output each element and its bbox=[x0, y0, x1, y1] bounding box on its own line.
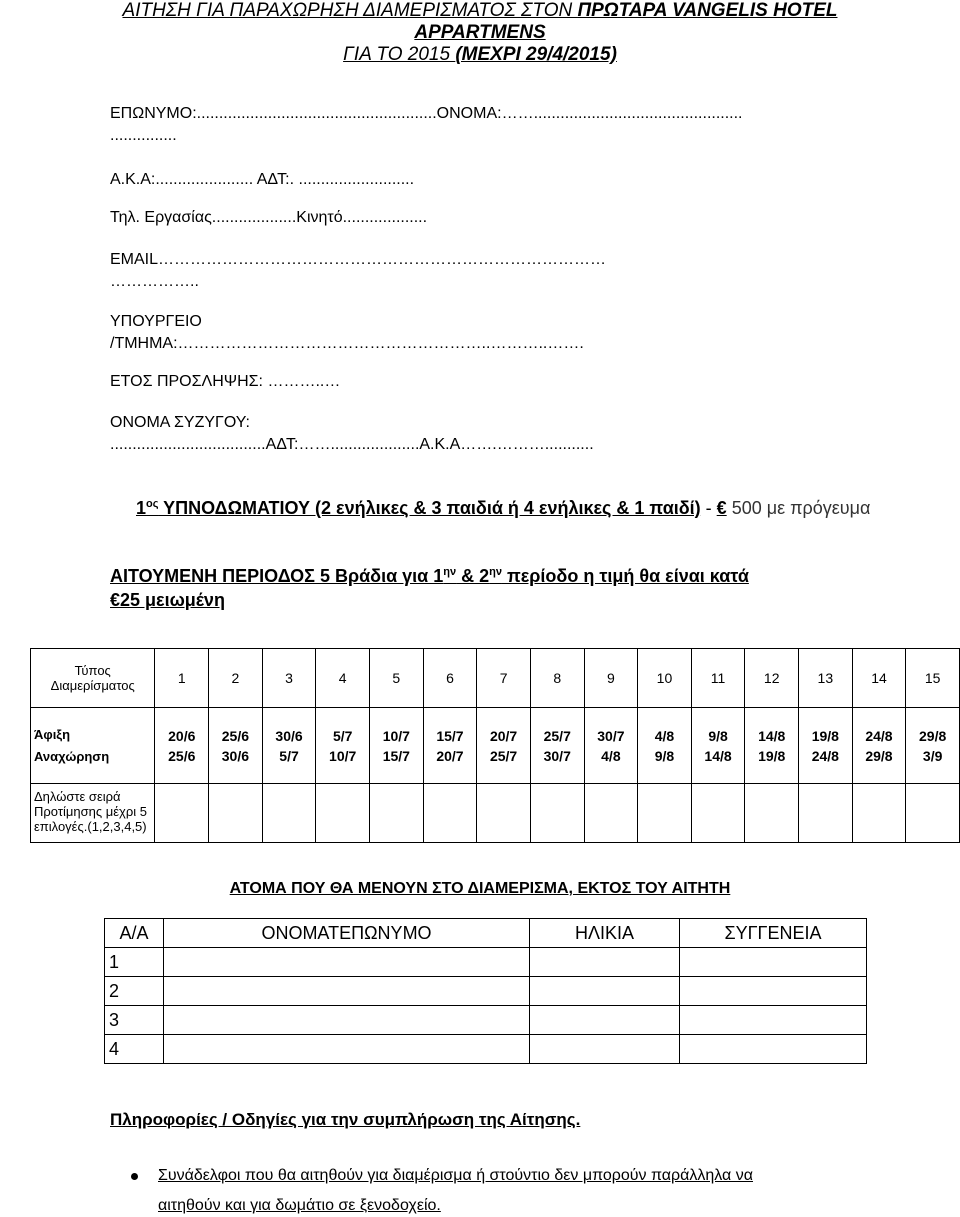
preference-input-cell[interactable] bbox=[691, 784, 745, 843]
departure-date: 10/7 bbox=[329, 747, 357, 764]
period-dates-cell bbox=[370, 708, 424, 784]
row-number: 4 bbox=[105, 1035, 164, 1064]
arrival-date: 25/7 bbox=[543, 727, 571, 744]
departure-date: 19/8 bbox=[758, 747, 786, 764]
arrival-date: 4/8 bbox=[654, 727, 675, 744]
period-dates-cell bbox=[423, 708, 477, 784]
preference-input-cell[interactable] bbox=[906, 784, 960, 843]
preference-input-cell[interactable] bbox=[477, 784, 531, 843]
arrival-date: 9/8 bbox=[708, 727, 728, 744]
preference-input-cell[interactable] bbox=[638, 784, 692, 843]
col-header-age: ΗΛΙΚΙΑ bbox=[530, 919, 680, 948]
departure-date: 30/6 bbox=[221, 747, 250, 764]
departure-date: 29/8 bbox=[865, 747, 893, 764]
period-dates-cell bbox=[691, 708, 745, 784]
arrival-date: 20/6 bbox=[168, 727, 196, 744]
apartment-number-cell: 14 bbox=[852, 649, 906, 708]
requested-period-line-1: ΑΙΤΟΥΜΕΝΗ ΠΕΡΙΟΔΟΣ 5 Βράδια για $1^{\eta\nu}$ & $2^{\eta\nu}$ περίοδο η τιμή θα είναι κατά bbox=[110, 566, 749, 586]
preference-input-cell[interactable] bbox=[745, 784, 799, 843]
period-dates-cell bbox=[745, 708, 799, 784]
arrival-date: 30/7 bbox=[597, 727, 625, 744]
period-dates-cell bbox=[477, 708, 531, 784]
apartment-number-cell: 13 bbox=[799, 649, 853, 708]
period-dates-cell bbox=[155, 708, 209, 784]
arrival-date: 30/6 bbox=[275, 727, 303, 744]
arrival-departure-label: Άφιξη Αναχώρηση bbox=[31, 708, 155, 784]
email-field-continued[interactable]: …………….. bbox=[110, 273, 199, 290]
table-row bbox=[105, 1006, 867, 1035]
phone-field[interactable]: Τηλ. Εργασίας...................Κινητό................... bbox=[110, 209, 428, 226]
col-header-fullname: ΟΝΟΜΑΤΕΠΩΝΥΜΟ bbox=[164, 919, 530, 948]
bullet-icon bbox=[131, 1173, 138, 1180]
arrival-date: 15/7 bbox=[436, 727, 464, 744]
apartment-number-cell: 9 bbox=[584, 649, 638, 708]
department-field[interactable]: /ΤΜΗΜΑ:…………………………………………………..………..……. bbox=[110, 335, 584, 352]
preference-input-cell[interactable] bbox=[584, 784, 638, 843]
apartment-number-cell: 10 bbox=[638, 649, 692, 708]
apartment-number-cell: 2 bbox=[209, 649, 263, 708]
age-cell[interactable] bbox=[530, 948, 680, 977]
preference-input-cell[interactable] bbox=[799, 784, 853, 843]
preference-input-cell[interactable] bbox=[852, 784, 906, 843]
preference-input-cell[interactable] bbox=[262, 784, 316, 843]
preference-input-cell[interactable] bbox=[155, 784, 209, 843]
relation-cell[interactable] bbox=[680, 977, 867, 1006]
persons-title: ΑΤΟΜΑ ΠΟΥ ΘΑ ΜΕΝΟΥΝ ΣΤΟ ΔΙΑΜΕΡΙΣΜΑ, ΕΚΤΟΣ ΤΟΥ ΑΙΤΗΤΗ bbox=[229, 880, 731, 897]
period-dates-cell bbox=[799, 708, 853, 784]
age-cell[interactable] bbox=[530, 1035, 680, 1064]
persons-header-row bbox=[105, 919, 867, 948]
row-number: 2 bbox=[105, 977, 164, 1006]
preference-input-cell[interactable] bbox=[370, 784, 424, 843]
departure-date: 4/8 bbox=[601, 747, 621, 764]
arrival-date: 25/6 bbox=[221, 727, 250, 744]
table-row bbox=[105, 1035, 867, 1064]
period-dates-cell bbox=[316, 708, 370, 784]
arrival-date: 14/8 bbox=[758, 727, 786, 744]
arrival-date: 5/7 bbox=[332, 727, 353, 744]
arrival-date: 10/7 bbox=[382, 727, 410, 744]
aka-adt-field[interactable]: Α.Κ.Α:...................... ΑΔΤ:. .......................... bbox=[110, 171, 415, 188]
fullname-cell[interactable] bbox=[164, 1035, 530, 1064]
period-dates-cell bbox=[906, 708, 960, 784]
period-dates-cell bbox=[530, 708, 584, 784]
form-title-line-3: ΓΙΑ ΤΟ 2015 (ΜΕΧΡΙ 29/4/2015) bbox=[343, 44, 617, 65]
apartment-number-cell: 3 bbox=[262, 649, 316, 708]
requested-period-line-2: €25 μειωμένη bbox=[110, 590, 225, 610]
departure-date: 5/7 bbox=[279, 747, 299, 764]
departure-date: 25/7 bbox=[489, 747, 518, 764]
form-title-line-1: ΑΙΤΗΣΗ ΓΙΑ ΠΑΡΑΧΩΡΗΣΗ ΔΙΑΜΕΡΙΣΜΑΤΟΣ ΣΤΟΝ ΠΡΩΤΑΡΑ VANGELIS HOTEL bbox=[122, 0, 838, 21]
surname-field[interactable]: ΕΠΩΝΥΜΟ:......................................................ΟΝΟΜΑ:……............................................... bbox=[110, 105, 743, 122]
apartment-number-cell: 7 bbox=[477, 649, 531, 708]
col-header-relation: ΣΥΓΓΕΝΕΙΑ bbox=[680, 919, 867, 948]
apartment-type-label: Τύπος Διαμερίσματος bbox=[31, 649, 155, 708]
periods-table bbox=[30, 648, 960, 843]
period-dates-cell bbox=[638, 708, 692, 784]
surname-field-continued[interactable]: ............... bbox=[110, 127, 177, 144]
period-dates-cell bbox=[852, 708, 906, 784]
relation-cell[interactable] bbox=[680, 948, 867, 977]
apartment-number-cell: 11 bbox=[691, 649, 745, 708]
info-note-line-2: αιτηθούν και για δωμάτιο σε ξενοδοχείο. bbox=[158, 1197, 441, 1214]
arrival-date: 20/7 bbox=[489, 727, 518, 744]
email-field[interactable]: EMAIL………………………………………………………………………… bbox=[110, 251, 607, 268]
apartment-number-cell: 12 bbox=[745, 649, 799, 708]
age-cell[interactable] bbox=[530, 1006, 680, 1035]
preference-input-cell[interactable] bbox=[423, 784, 477, 843]
preference-input-cell[interactable] bbox=[316, 784, 370, 843]
form-title-line-2: APPARTMENS bbox=[414, 22, 546, 43]
hire-year-field[interactable]: ΕΤΟΣ ΠΡΟΣΛΗΨΗΣ: ………..… bbox=[110, 373, 341, 390]
info-title: Πληροφορίες / Οδηγίες για την συμπλήρωση της Αίτησης. bbox=[110, 1110, 581, 1129]
table-row bbox=[105, 948, 867, 977]
relation-cell[interactable] bbox=[680, 1035, 867, 1064]
preference-input-cell[interactable] bbox=[209, 784, 263, 843]
departure-date: 9/8 bbox=[654, 747, 675, 764]
apartment-number-cell: 6 bbox=[423, 649, 477, 708]
fullname-cell[interactable] bbox=[164, 1006, 530, 1035]
row-number: 1 bbox=[105, 948, 164, 977]
departure-date: 24/8 bbox=[811, 747, 839, 764]
ministry-label: ΥΠΟΥΡΓΕΙΟ bbox=[110, 313, 202, 330]
fullname-cell[interactable] bbox=[164, 977, 530, 1006]
departure-date: 15/7 bbox=[382, 747, 410, 764]
period-dates-cell bbox=[584, 708, 638, 784]
period-dates-cell bbox=[262, 708, 316, 784]
row-number: 3 bbox=[105, 1006, 164, 1035]
age-cell[interactable] bbox=[530, 977, 680, 1006]
relation-cell[interactable] bbox=[680, 1006, 867, 1035]
room-type-line: $1^{o\varsigma}$ ΥΠΝΟΔΩΜΑΤΙΟΥ (2 ενήλικες & 3 παιδιά ή 4 ενήλικες & 1 παιδί) - € 500 με πρόγευμα bbox=[136, 498, 871, 518]
arrival-date: 19/8 bbox=[811, 727, 839, 744]
departure-date: 20/7 bbox=[436, 747, 464, 764]
preference-input-cell[interactable] bbox=[530, 784, 584, 843]
col-header-aa: Α/Α bbox=[105, 919, 164, 948]
persons-table bbox=[104, 918, 867, 1064]
arrival-date: 29/8 bbox=[919, 727, 947, 744]
departure-date: 25/6 bbox=[168, 747, 196, 764]
apartment-number-cell: 4 bbox=[316, 649, 370, 708]
preference-label: Δηλώστε σειρά Προτίμησης μέχρι 5 επιλογές.(1,2,3,4,5) bbox=[31, 784, 155, 843]
departure-date: 14/8 bbox=[704, 747, 732, 764]
table-row bbox=[105, 977, 867, 1006]
spouse-name-label: ΟΝΟΜΑ ΣΥΖΥΓΟΥ: bbox=[110, 414, 250, 431]
apartment-number-cell: 1 bbox=[155, 649, 209, 708]
arrival-date: 24/8 bbox=[865, 727, 893, 744]
period-dates-cell bbox=[209, 708, 263, 784]
info-note-line-1: Συνάδελφοι που θα αιτηθούν για διαμέρισμα ή στούντιο δεν μπορούν παράλληλα να bbox=[158, 1167, 753, 1184]
apartment-number-cell: 15 bbox=[906, 649, 960, 708]
fullname-cell[interactable] bbox=[164, 948, 530, 977]
departure-date: 3/9 bbox=[922, 747, 943, 764]
departure-date: 30/7 bbox=[543, 747, 571, 764]
apartment-number-cell: 5 bbox=[370, 649, 424, 708]
apartment-number-cell: 8 bbox=[530, 649, 584, 708]
spouse-details-field[interactable]: ...................................ΑΔΤ:……....................Α.Κ.Α…….………........... bbox=[110, 436, 594, 453]
